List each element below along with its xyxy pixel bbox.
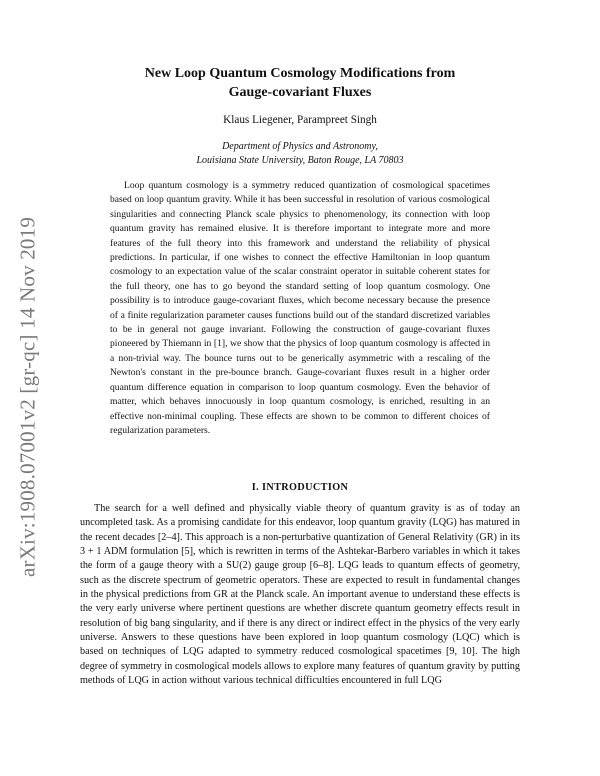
abstract: Loop quantum cosmology is a symmetry reduced quantization of cosmological spacetimes based on loop quantum gravity. While it has been successful in resolution of various cosmological singularities and connecting Planck scale physics to phenomenology, its connection with loop quantum gravity has remained elusive. It is therefore important to integrate more and more features of the full theory into this framework and understand the reliability of physical predictions. In particular, if one wishes to connect the effective Hamiltonian in loop quantum cosmology to an expectation value of the scalar constraint operator in suitable coherent states for the full theory, one has to go beyond the standard setting of loop quantum cosmology. One possibility is to introduce gauge-covariant fluxes, which become necessary because the presence of a finite regularization parameter causes functions build out of the standard discretized variables to be in general not gauge invariant. Following the construction of gauge-covariant fluxes pioneered by Thiemann in [1], we show that the physics of loop quantum cosmology is affected in a non-trivial way. The bounce turns out to be generically asymmetric with a rescaling of the Newton's constant in the pre-bounce branch. Gauge-covariant fluxes result in a higher order quantum difference equation in comparison to loop quantum cosmology. Even the behavior of matter, which behaves innocuously in loop quantum cosmology, is enriched, resulting in an effective non-minimal coupling. These effects are shown to be common to different choices of regularization parameters. xyxy=(110,180,490,436)
affiliation-line-2: Louisiana State University, Baton Rouge, LA 70803 xyxy=(196,155,404,166)
introduction-paragraph: The search for a well defined and physically viable theory of quantum gravity is as of today an uncompleted task. As a promising candidate for this endeavor, loop quantum gravity (LQG) has matured in the recent decades [2–4]. This approach is a non-perturbative quantization of General Relativity (GR) in its 3 + 1 ADM formulation [5], which is rewritten in terms of the Ashtekar-Barbero variables in which it takes the form of a gauge theory with a SU(2) gauge group [6–8]. LQG leads to quantum effects of geometry, such as the discrete spectrum of geometric operators. These are expected to result in fundamental changes in the physical predictions from GR at the Planck scale. An important avenue to understand these effects is the very early universe where pertinent questions are whether discrete quantum geometry effects result in resolution of big bang singularity, and if there is any direct or indirect effect in the physics of the very early universe. Answers to these questions have been explored in loop quantum cosmology (LQC) which is based on techniques of LQG adapted to symmetry reduced cosmological spacetimes [9, 10]. The high degree of symmetry in cosmological models allows to explore many features of quantum gravity by putting methods of LQG in action without various technical difficulties encountered in full LQG xyxy=(80,503,520,687)
affiliation xyxy=(80,140,520,168)
title-line-1: New Loop Quantum Cosmology Modifications from xyxy=(144,66,456,81)
section-heading: I. INTRODUCTION xyxy=(251,482,349,493)
paper-title xyxy=(80,64,520,102)
authors: Klaus Liegener, Parampreet Singh xyxy=(223,114,377,126)
affiliation-line-1: Department of Physics and Astronomy, xyxy=(222,141,378,152)
arxiv-identifier: arXiv:1908.07001v2 [gr-qc] 14 Nov 2019 xyxy=(15,216,40,578)
title-line-2: Gauge-covariant Fluxes xyxy=(228,85,372,100)
arxiv-sidebar xyxy=(8,185,48,610)
